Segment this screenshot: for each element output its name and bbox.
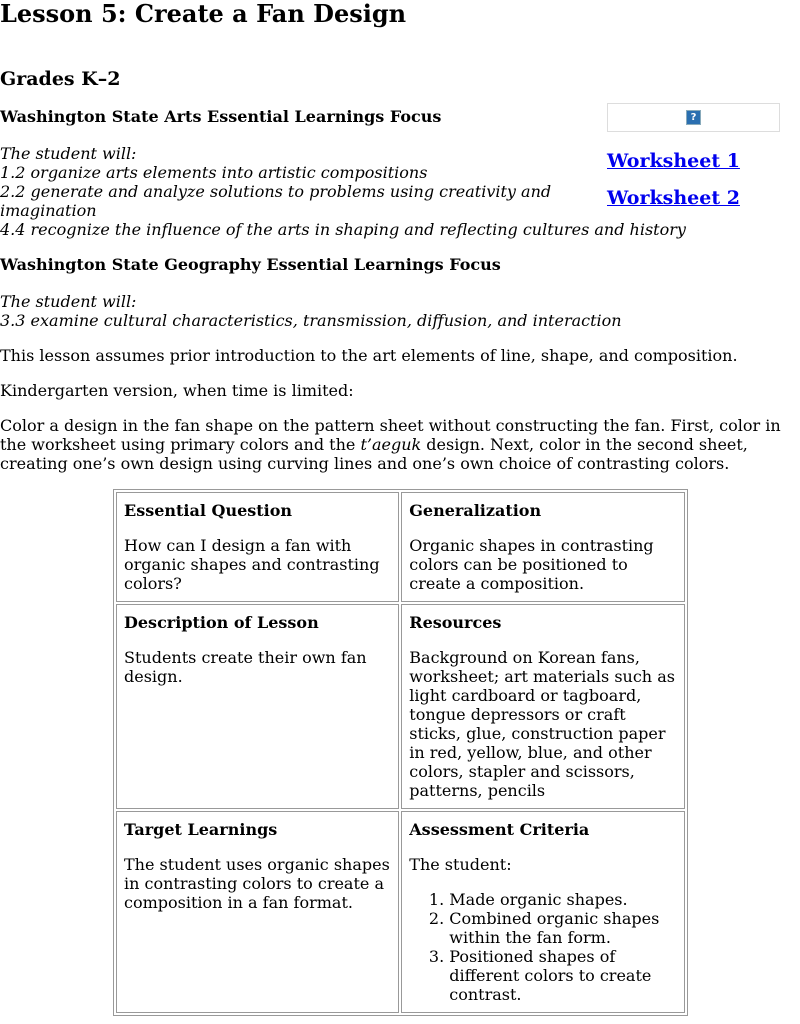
arts-intro: The student will: <box>0 144 137 163</box>
worksheet-sidebar <box>607 103 800 209</box>
cell-text: Organic shapes in contrasting colors can be positioned to create a composition. <box>409 536 654 593</box>
cell-text: Students create their own fan design. <box>124 648 367 686</box>
cell-text: The student: <box>409 855 512 874</box>
geo-intro: The student will: <box>0 292 137 311</box>
essential-question-cell <box>116 492 399 602</box>
image-placeholder <box>607 103 780 132</box>
color-instructions <box>0 416 800 473</box>
arts-item: 2.2 generate and analyze solutions to problems using creativity and imagination <box>0 182 552 220</box>
page-title: Lesson 5: Create a Fan Design <box>0 0 407 28</box>
list-item: 1. Made organic shapes. <box>449 890 677 909</box>
taeguk-term: t’aeguk <box>360 435 422 454</box>
arts-item: 1.2 organize arts elements into artistic compositions <box>0 163 428 182</box>
cell-heading: Resources <box>409 613 502 632</box>
color-text-a: Color a design in the fan shape on the pattern sheet without constructing the fan. First, color in the worksheet using primary colors and the <box>0 416 781 454</box>
arts-item: 4.4 recognize the influence of the arts in shaping and reflecting cultures and history <box>0 220 686 239</box>
assessment-list <box>409 890 677 1004</box>
assessment-criteria-cell <box>401 811 685 1013</box>
list-item: 3. Positioned shapes of different colors to create contrast. <box>449 947 677 1004</box>
arts-heading-text: Washington State Arts Essential Learnings Focus <box>0 107 442 126</box>
cell-text: How can I design a fan with organic shapes and contrasting colors? <box>124 536 380 593</box>
cell-heading: Description of Lesson <box>124 613 319 632</box>
kindergarten-text: Kindergarten version, when time is limited: <box>0 381 354 400</box>
cell-text: The student uses organic shapes in contrasting colors to create a composition in a fan format. <box>124 855 390 912</box>
cell-heading: Generalization <box>409 501 542 520</box>
color-text-b: design. Next, color in the second sheet, creating one’s own design using curving lines and one’s own choice of contrasting colors. <box>0 435 748 473</box>
broken-image-icon: ? <box>686 110 701 125</box>
worksheet-2-link[interactable]: Worksheet 2 <box>607 187 740 209</box>
lesson-table <box>113 489 688 1016</box>
list-item: 2. Combined organic shapes within the fan form. <box>449 909 677 947</box>
description-cell <box>116 604 399 809</box>
target-learnings-cell <box>116 811 399 1013</box>
cell-heading: Assessment Criteria <box>409 820 590 839</box>
assumes-text: This lesson assumes prior introduction to the art elements of line, shape, and composition. <box>0 346 738 365</box>
cell-heading: Target Learnings <box>124 820 278 839</box>
worksheet-1-link[interactable]: Worksheet 1 <box>607 150 740 172</box>
cell-text: Background on Korean fans, worksheet; art materials such as light cardboard or tagboard, tongue depressors or craft sticks, glue, construction paper in red, yellow, blue, and other colors, stapler and scissors, patterns, pencils <box>409 648 675 800</box>
generalization-cell <box>401 492 685 602</box>
geo-item: 3.3 examine cultural characteristics, transmission, diffusion, and interaction <box>0 311 622 330</box>
resources-cell <box>401 604 685 809</box>
geo-objectives <box>0 292 800 330</box>
cell-heading: Essential Question <box>124 501 293 520</box>
geo-heading: Washington State Geography Essential Learnings Focus <box>0 255 501 274</box>
grades-heading: Grades K–2 <box>0 68 121 90</box>
